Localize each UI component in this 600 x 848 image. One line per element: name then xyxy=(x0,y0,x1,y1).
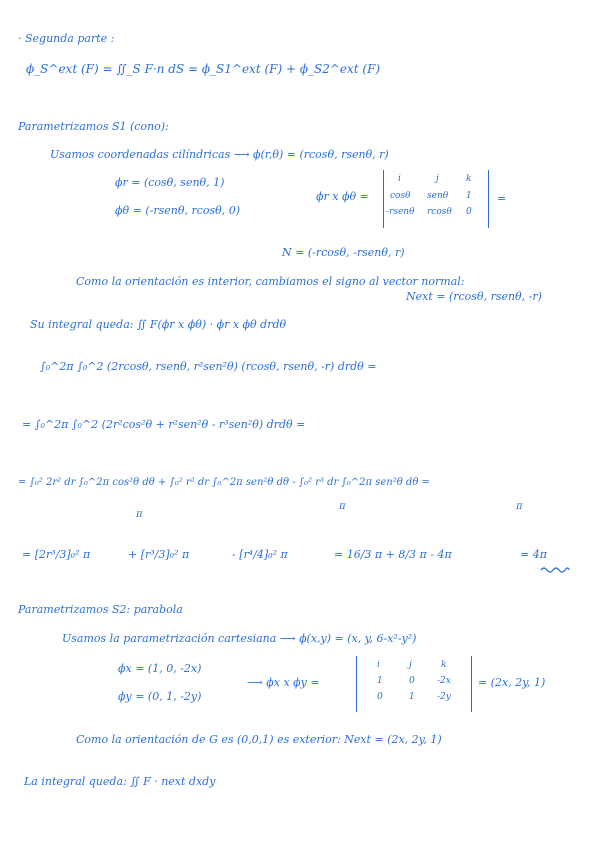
result-term-2: + [r³/3]₀² π xyxy=(128,548,190,561)
det2-r2c2: 0 xyxy=(409,676,415,686)
n-ext-s1: Next = (rcosθ, rsenθ, -r) xyxy=(406,290,542,303)
under-pi-3: π xyxy=(516,501,523,512)
det1-k: k xyxy=(466,174,472,184)
det2-r2c3: -2x xyxy=(437,676,451,686)
phi-r-vector: ϕr = (cosθ, senθ, 1) xyxy=(115,176,225,189)
result-sum: = 16/3 π + 8/3 π - 4π xyxy=(334,548,452,561)
det2-k: k xyxy=(441,660,447,670)
underline-squiggle xyxy=(540,566,570,574)
integral-step-1: ∫₀^2π ∫₀^2 (2rcosθ, rsenθ, r²sen²θ) (rcosθ, rsenθ, -r) drdθ = xyxy=(40,360,377,373)
det1-j: j xyxy=(436,174,439,184)
orientation-comment-s1: Como la orientación es interior, cambiamos el signo al vector normal: xyxy=(76,275,465,288)
heading-parametrize-s1: Parametrizamos S1 (cono): xyxy=(18,120,169,133)
under-pi-2: π xyxy=(339,501,346,512)
det1-r2c1: cosθ xyxy=(390,191,411,201)
det1-r3c2: rcosθ xyxy=(427,207,452,217)
integral-step-3: = ∫₀² 2r² dr ∫₀^2π cos²θ dθ + ∫₀² r² dr ∫₀^2π sen²θ dθ - ∫₀² r³ dr ∫₀^2π sen²θ dθ = xyxy=(18,477,430,488)
det1-i: i xyxy=(398,174,401,184)
det2-r3c3: -2y xyxy=(437,692,451,702)
orientation-comment-s2: Como la orientación de G es (0,0,1) es exterior: Next = (2x, 2y, 1) xyxy=(76,733,442,746)
cross-product-label-2: ⟶ ϕx x ϕy = xyxy=(247,676,320,689)
cylindrical-coords-line: Usamos coordenadas cilíndricas ⟶ ϕ(r,θ) = (rcosθ, rsenθ, r) xyxy=(50,148,389,161)
phi-y-vector: ϕy = (0, 1, -2y) xyxy=(118,690,202,703)
cartesian-param-line: Usamos la parametrización cartesiana ⟶ ϕ(x,y) = (x, y, 6-x²-y²) xyxy=(62,632,417,645)
equals-after-det1: = xyxy=(497,192,507,205)
phi-theta-vector: ϕθ = (-rsenθ, rcosθ, 0) xyxy=(115,204,241,217)
determinant-s1 xyxy=(383,170,489,228)
normal-vector-n: N = (-rcosθ, -rsenθ, r) xyxy=(282,246,405,259)
flux-total-equation: ϕ_S^ext (F) = ∬_S F·n dS = ϕ_S1^ext (F) + ϕ_S2^ext (F) xyxy=(26,62,381,76)
det2-r2c1: 1 xyxy=(377,676,383,686)
result-term-3: - [r⁴/4]₀² π xyxy=(232,548,288,561)
det2-r3c1: 0 xyxy=(377,692,383,702)
det1-r3c3: 0 xyxy=(466,207,472,217)
cross-product-result-s2: = (2x, 2y, 1) xyxy=(478,676,546,689)
det2-i: i xyxy=(377,660,380,670)
integral-step-2: = ∫₀^2π ∫₀^2 (2r²cos²θ + r²sen²θ - r³sen²θ) drdθ = xyxy=(22,418,306,431)
heading-parametrize-s2: Parametrizamos S2: parabola xyxy=(18,603,183,616)
det2-r3c2: 1 xyxy=(409,692,415,702)
result-term-1: = [2r³/3]₀² π xyxy=(22,548,91,561)
section-heading-segunda-parte: · Segunda parte : xyxy=(18,32,115,45)
result-final: = 4π xyxy=(520,548,547,561)
det1-r2c3: 1 xyxy=(466,191,472,201)
det1-r2c2: senθ xyxy=(427,191,449,201)
integral-setup-s2: La integral queda: ∬ F · next dxdy xyxy=(24,775,216,788)
det2-j: j xyxy=(409,660,412,670)
determinant-s2 xyxy=(356,656,472,712)
cross-product-label-1: ϕr x ϕθ = xyxy=(316,190,369,203)
integral-setup-s1: Su integral queda: ∬ F(ϕr x ϕθ) · ϕr x ϕθ drdθ xyxy=(30,318,287,331)
phi-x-vector: ϕx = (1, 0, -2x) xyxy=(118,662,202,675)
under-pi-1: π xyxy=(136,509,143,520)
det1-r3c1: -rsenθ xyxy=(386,207,415,217)
